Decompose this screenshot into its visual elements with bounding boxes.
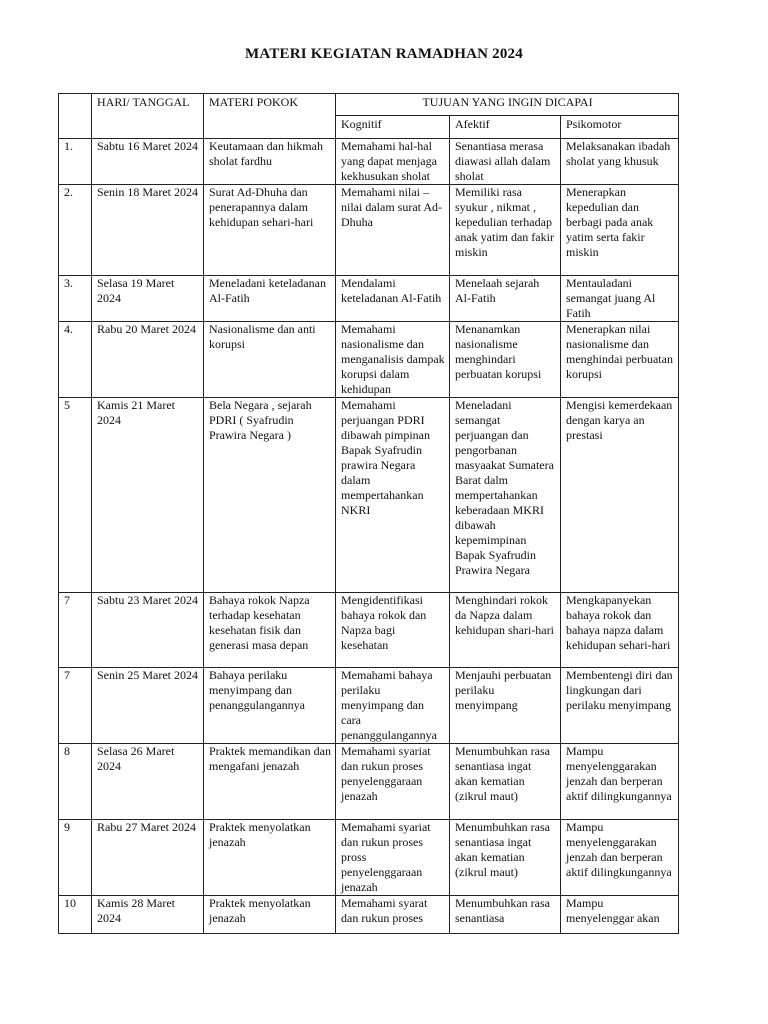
row-kognitif: Memahami syariat dan rukun proses pross penyelenggaraan jenazah <box>336 820 450 896</box>
row-hari-tanggal: Sabtu 16 Maret 2024 <box>92 139 204 185</box>
header-hari-tanggal: HARI/ TANGGAL <box>92 94 204 139</box>
row-kognitif: Memahami bahaya perilaku menyimpang dan cara penanggulangannya <box>336 668 450 744</box>
document-title: MATERI KEGIATAN RAMADHAN 2024 <box>245 46 523 62</box>
table-row <box>59 744 679 820</box>
header-tujuan: TUJUAN YANG INGIN DICAPAI <box>336 94 679 116</box>
row-afektif: Senantiasa merasa diawasi allah dalam sholat <box>450 139 561 185</box>
row-materi-pokok: Bahaya perilaku menyimpang dan penanggulangannya <box>204 668 336 744</box>
row-materi-pokok: Meneladani keteladanan Al-Fatih <box>204 276 336 322</box>
row-psikomotor: Mentauladani semangat juang Al Fatih <box>561 276 679 322</box>
row-afektif: Menghindari rokok da Napza dalam kehidupan shari-hari <box>450 593 561 668</box>
row-kognitif: Memahami syariat dan rukun proses penyelenggaraan jenazah <box>336 744 450 820</box>
row-afektif: Menelaah sejarah Al-Fatih <box>450 276 561 322</box>
header-kognitif: Kognitif <box>336 116 450 139</box>
row-afektif: Meneladani semangat perjuangan dan pengorbanan masyaakat Sumatera Barat dalm mempertahankan keberadaan MKRI dibawah kepemimpinan Bapak Syafrudin Prawira Negara <box>450 398 561 593</box>
row-materi-pokok: Keutamaan dan hikmah sholat fardhu <box>204 139 336 185</box>
row-materi-pokok: Nasionalisme dan anti korupsi <box>204 322 336 398</box>
row-kognitif: Memahami hal-hal yang dapat menjaga kekhusukan sholat <box>336 139 450 185</box>
row-hari-tanggal: Rabu 27 Maret 2024 <box>92 820 204 896</box>
row-afektif: Menanamkan nasionalisme menghindari perbuatan korupsi <box>450 322 561 398</box>
row-materi-pokok: Bela Negara , sejarah PDRI ( Syafrudin Prawira Negara ) <box>204 398 336 593</box>
row-materi-pokok: Praktek menyolatkan jenazah <box>204 896 336 934</box>
row-number: 7 <box>59 668 92 744</box>
row-hari-tanggal: Rabu 20 Maret 2024 <box>92 322 204 398</box>
row-number: 3. <box>59 276 92 322</box>
row-materi-pokok: Praktek memandikan dan mengafani jenazah <box>204 744 336 820</box>
row-materi-pokok: Praktek menyolatkan jenazah <box>204 820 336 896</box>
row-afektif: Menumbuhkan rasa senantiasa ingat akan kematian (zikrul maut) <box>450 744 561 820</box>
row-number: 5 <box>59 398 92 593</box>
row-number: 7 <box>59 593 92 668</box>
header-materi-pokok: MATERI POKOK <box>204 94 336 139</box>
header-afektif: Afektif <box>450 116 561 139</box>
row-psikomotor: Mampu menyelenggarakan jenzah dan berperan aktif dilingkungannya <box>561 744 679 820</box>
header-psikomotor: Psikomotor <box>561 116 679 139</box>
row-afektif: Menumbuhkan rasa senantiasa <box>450 896 561 934</box>
row-hari-tanggal: Senin 25 Maret 2024 <box>92 668 204 744</box>
table-row <box>59 896 679 934</box>
row-hari-tanggal: Selasa 26 Maret 2024 <box>92 744 204 820</box>
table-row <box>59 139 679 185</box>
row-kognitif: Mendalami keteladanan Al-Fatih <box>336 276 450 322</box>
row-hari-tanggal: Senin 18 Maret 2024 <box>92 185 204 276</box>
table-row <box>59 668 679 744</box>
row-psikomotor: Membentengi diri dan lingkungan dari perilaku menyimpang <box>561 668 679 744</box>
row-kognitif: Memahami nasionalisme dan menganalisis dampak korupsi dalam kehidupan <box>336 322 450 398</box>
table-row <box>59 820 679 896</box>
row-number: 9 <box>59 820 92 896</box>
row-afektif: Menjauhi perbuatan perilaku menyimpang <box>450 668 561 744</box>
row-hari-tanggal: Kamis 28 Maret 2024 <box>92 896 204 934</box>
row-psikomotor: Mampu menyelenggar akan <box>561 896 679 934</box>
row-psikomotor: Melaksanakan ibadah sholat yang khusuk <box>561 139 679 185</box>
table-row <box>59 398 679 593</box>
activity-table <box>58 93 679 934</box>
row-psikomotor: Menerapkan nilai nasionalisme dan menghindai perbuatan korupsi <box>561 322 679 398</box>
row-kognitif: Memahami nilai – nilai dalam surat Ad-Dhuha <box>336 185 450 276</box>
row-psikomotor: Mampu menyelenggarakan jenzah dan berperan aktif dilingkungannya <box>561 820 679 896</box>
row-kognitif: Memahami syarat dan rukun proses <box>336 896 450 934</box>
row-number: 2. <box>59 185 92 276</box>
row-number: 8 <box>59 744 92 820</box>
row-kognitif: Mengidentifikasi bahaya rokok dan Napza bagi kesehatan <box>336 593 450 668</box>
row-hari-tanggal: Selasa 19 Maret 2024 <box>92 276 204 322</box>
row-psikomotor: Mengisi kemerdekaan dengan karya an prestasi <box>561 398 679 593</box>
table-row <box>59 276 679 322</box>
row-afektif: Menumbuhkan rasa senantiasa ingat akan kematian (zikrul maut) <box>450 820 561 896</box>
table-row <box>59 322 679 398</box>
row-number: 4. <box>59 322 92 398</box>
table-row <box>59 185 679 276</box>
table-row <box>59 593 679 668</box>
row-afektif: Memiliki rasa syukur , nikmat , kepedulian terhadap anak yatim dan fakir miskin <box>450 185 561 276</box>
row-hari-tanggal: Sabtu 23 Maret 2024 <box>92 593 204 668</box>
row-materi-pokok: Surat Ad-Dhuha dan penerapannya dalam kehidupan sehari-hari <box>204 185 336 276</box>
row-number: 10 <box>59 896 92 934</box>
row-kognitif: Memahami perjuangan PDRI dibawah pimpinan Bapak Syafrudin prawira Negara dalam mempertahankan NKRI <box>336 398 450 593</box>
row-number: 1. <box>59 139 92 185</box>
header-no <box>59 94 92 139</box>
row-hari-tanggal: Kamis 21 Maret 2024 <box>92 398 204 593</box>
row-materi-pokok: Bahaya rokok Napza terhadap kesehatan kesehatan fisik dan generasi masa depan <box>204 593 336 668</box>
row-psikomotor: Mengkapanyekan bahaya rokok dan bahaya napza dalam kehidupan sehari-hari <box>561 593 679 668</box>
row-psikomotor: Menerapkan kepedulian dan berbagi pada anak yatim serta fakir miskin <box>561 185 679 276</box>
